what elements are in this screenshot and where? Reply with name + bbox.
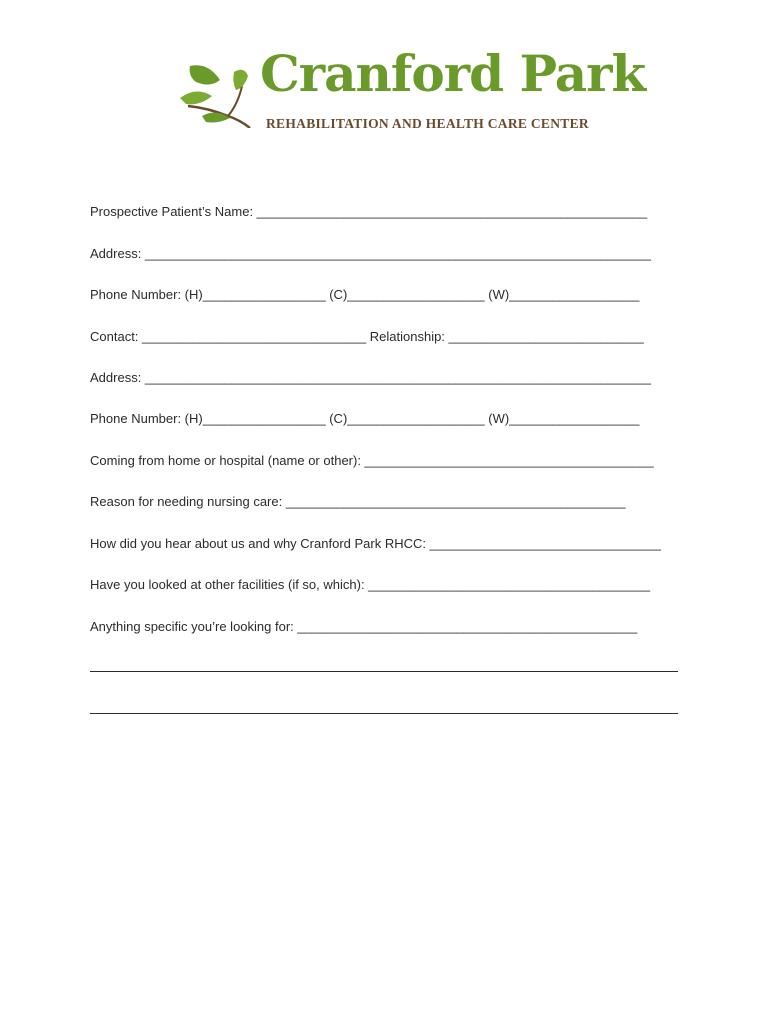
phone-number-field[interactable]: Phone Number: (H)_________________ (C)___________________ (W)__________________ bbox=[90, 287, 640, 302]
coming-from-field[interactable]: Coming from home or hospital (name or other): ________________________________________ bbox=[90, 453, 654, 468]
address-field[interactable]: Address: ______________________________________________________________________ bbox=[90, 246, 652, 261]
anything-specific-field[interactable]: Anything specific you’re looking for: _______________________________________________ bbox=[90, 619, 638, 634]
contact-address-field[interactable]: Address: ______________________________________________________________________ bbox=[90, 370, 652, 385]
blank-line[interactable] bbox=[90, 712, 678, 714]
contact-relationship-field[interactable]: Contact: _______________________________ Relationship: ___________________________ bbox=[90, 329, 644, 344]
blank-line[interactable] bbox=[90, 670, 678, 672]
patient-name-field[interactable]: Prospective Patient’s Name: ______________________________________________________ bbox=[90, 204, 648, 219]
reason-nursing-care-field[interactable]: Reason for needing nursing care: _______________________________________________ bbox=[90, 494, 626, 509]
logo-name: Cranford Park bbox=[260, 44, 646, 103]
leaf-branch-icon bbox=[178, 58, 258, 128]
contact-phone-number-field[interactable]: Phone Number: (H)_________________ (C)___________________ (W)__________________ bbox=[90, 411, 640, 426]
how-heard-field[interactable]: How did you hear about us and why Cranford Park RHCC: ________________________________ bbox=[90, 536, 661, 551]
logo bbox=[178, 44, 646, 140]
logo-tagline: REHABILITATION AND HEALTH CARE CENTER bbox=[266, 116, 589, 131]
other-facilities-field[interactable]: Have you looked at other facilities (if so, which): _______________________________________ bbox=[90, 577, 651, 592]
